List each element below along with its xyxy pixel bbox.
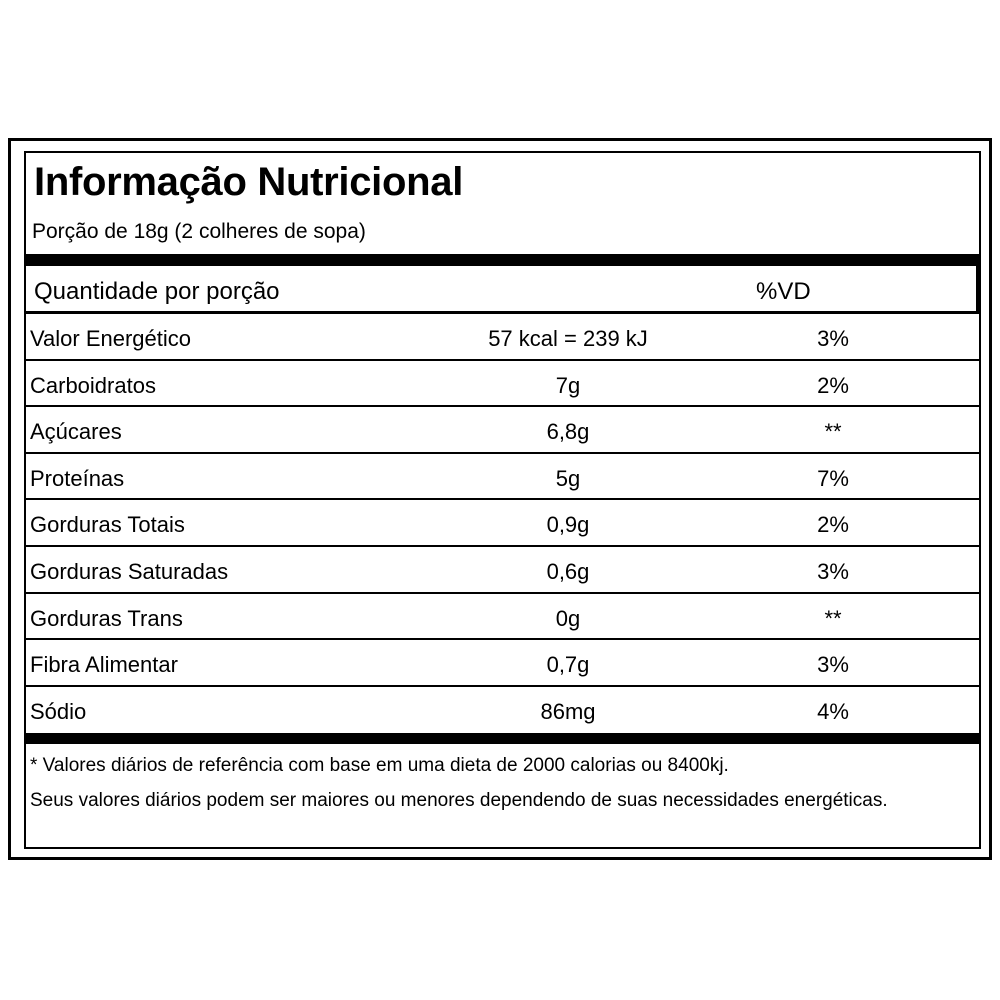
- nutrient-amount: 5g: [555, 465, 581, 491]
- footnote-reference-values: * Valores diários de referência com base em uma dieta de 2000 calorias ou 8400kj.: [30, 755, 729, 776]
- nutrient-name: Valor Energético: [30, 326, 192, 351]
- table-row: [24, 500, 981, 547]
- nutrient-daily-value: 3%: [817, 326, 849, 351]
- nutrient-name: Fibra Alimentar: [30, 652, 178, 678]
- nutrient-name: Carboidratos: [30, 372, 156, 398]
- table-row: [24, 547, 981, 594]
- label-title: Informação Nutricional: [34, 160, 464, 204]
- nutrient-daily-value: **: [824, 419, 842, 445]
- nutrient-amount: 0,9g: [546, 512, 590, 538]
- nutrient-daily-value: 3%: [817, 652, 849, 678]
- table-row: [24, 361, 981, 408]
- quantity-per-portion-header: Quantidade por porção: [34, 278, 280, 305]
- nutrient-amount: 6,8g: [546, 419, 590, 445]
- nutrient-name: Açúcares: [30, 419, 122, 445]
- nutrient-daily-value: 3%: [817, 558, 849, 584]
- footer-divider-bar: [24, 733, 981, 744]
- nutrient-daily-value: 2%: [817, 512, 849, 538]
- nutrient-amount: 0,6g: [546, 558, 590, 584]
- nutrient-amount: 7g: [555, 372, 581, 398]
- nutrient-name: Gorduras Saturadas: [30, 558, 229, 584]
- nutrient-amount: 57 kcal = 239 kJ: [488, 326, 648, 351]
- nutrient-name: Sódio: [30, 698, 87, 724]
- table-row: [24, 407, 981, 454]
- nutrient-table: [24, 314, 981, 733]
- portion-size: Porção de 18g (2 colheres de sopa): [32, 220, 366, 243]
- table-row: [24, 594, 981, 641]
- header-divider-bar: [24, 254, 981, 266]
- nutrient-amount: 0,7g: [546, 652, 590, 678]
- nutrient-name: Gorduras Totais: [30, 512, 185, 538]
- table-row: [24, 640, 981, 687]
- nutrient-daily-value: 4%: [817, 698, 849, 724]
- nutrient-daily-value: 2%: [817, 372, 849, 398]
- footnote-disclaimer: Seus valores diários podem ser maiores ou menores dependendo de suas necessidades energéticas.: [30, 790, 888, 811]
- nutrient-amount: 86mg: [540, 698, 596, 724]
- nutrient-name: Proteínas: [30, 465, 125, 491]
- daily-value-header: %VD: [756, 278, 811, 305]
- footnote: [30, 748, 960, 818]
- table-row: [24, 687, 981, 734]
- nutrient-daily-value: **: [824, 605, 842, 631]
- table-row: [24, 314, 981, 361]
- nutrient-daily-value: 7%: [817, 465, 849, 491]
- nutrient-name: Gorduras Trans: [30, 605, 183, 631]
- nutrient-amount: 0g: [555, 605, 581, 631]
- table-row: [24, 454, 981, 501]
